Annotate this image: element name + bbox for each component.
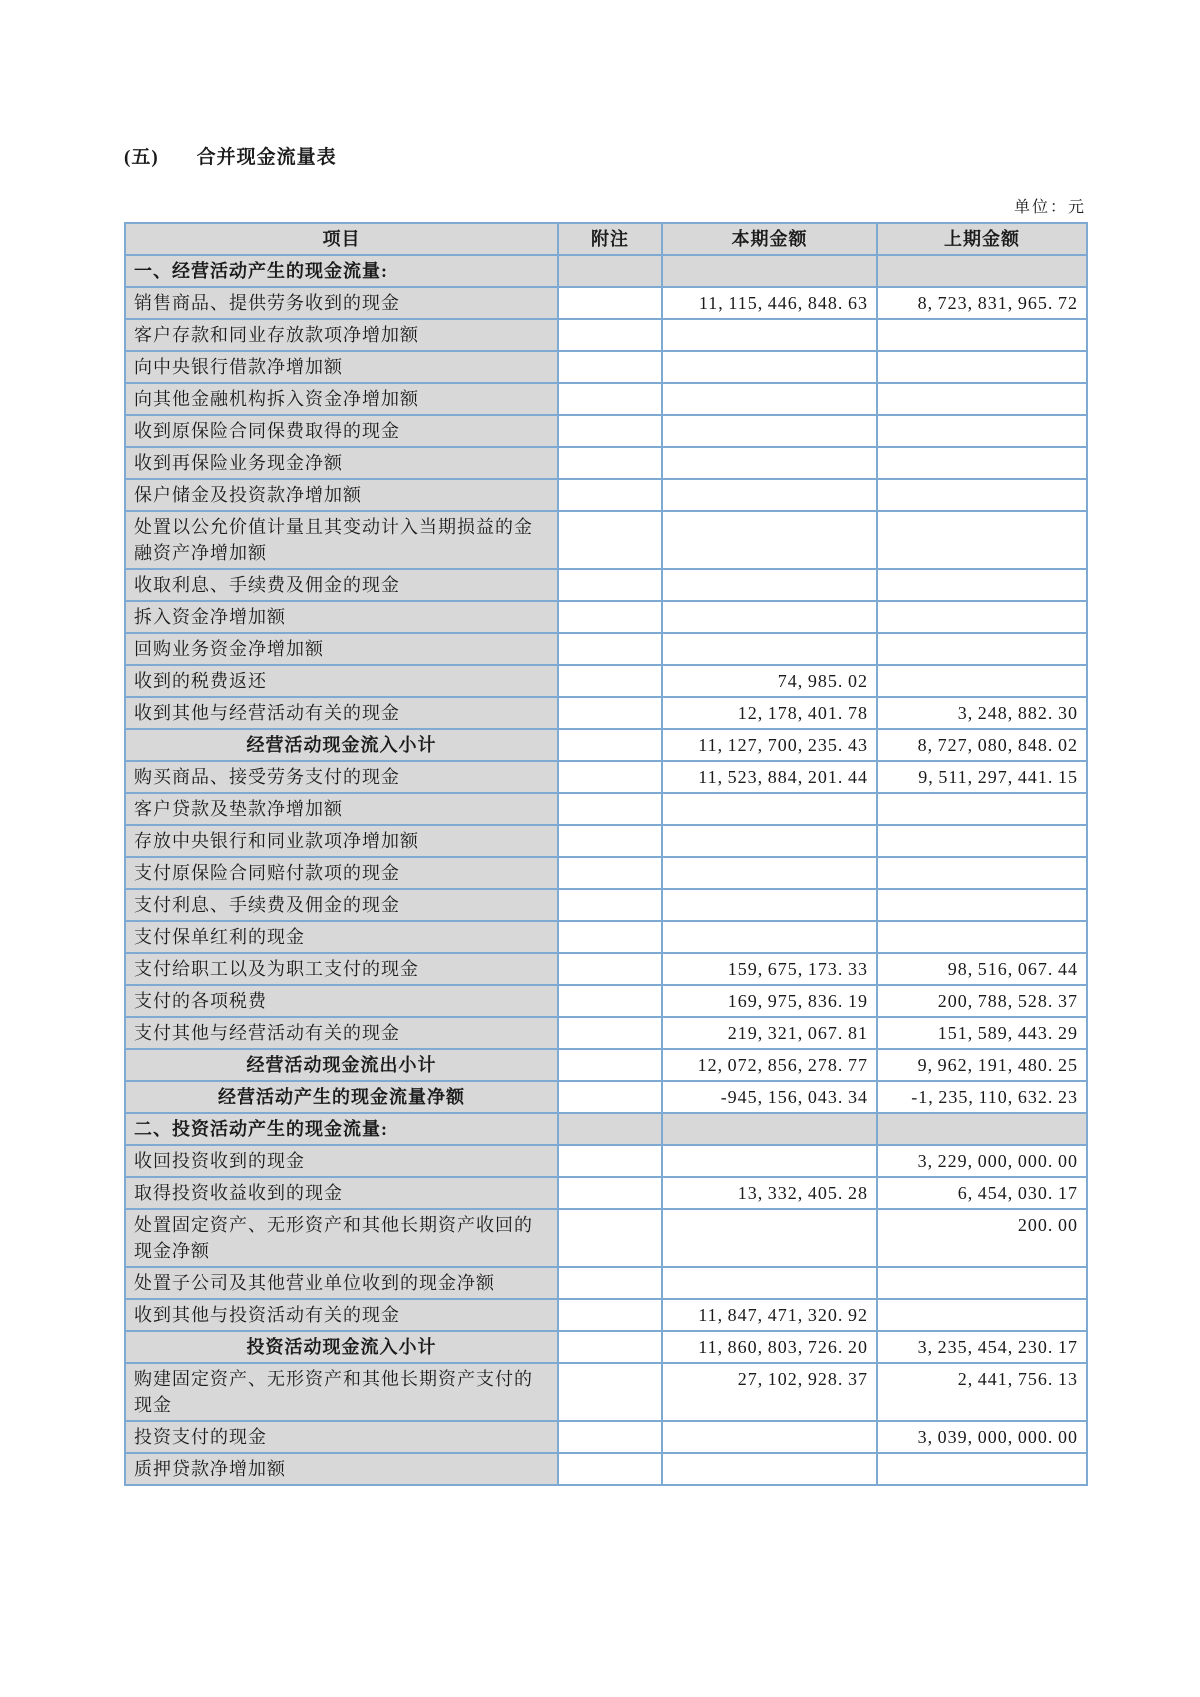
note-cell	[558, 1145, 662, 1177]
prior-amount-cell	[877, 415, 1087, 447]
current-amount-cell: 13, 332, 405. 28	[662, 1177, 877, 1209]
current-amount-cell	[662, 479, 877, 511]
note-cell	[558, 1421, 662, 1453]
table-row	[125, 1177, 1087, 1209]
prior-amount-cell: 8, 723, 831, 965. 72	[877, 287, 1087, 319]
current-amount-cell	[662, 351, 877, 383]
item-label-cell: 收到原保险合同保费取得的现金	[125, 415, 558, 447]
note-cell	[558, 255, 662, 287]
prior-amount-cell: 98, 516, 067. 44	[877, 953, 1087, 985]
column-header-prior: 上期金额	[877, 223, 1087, 255]
item-label-cell: 收到的税费返还	[125, 665, 558, 697]
section-number: (五)	[124, 147, 159, 168]
column-header-item: 项目	[125, 223, 558, 255]
table-row	[125, 761, 1087, 793]
table-row	[125, 921, 1087, 953]
current-amount-cell: 11, 115, 446, 848. 63	[662, 287, 877, 319]
table-row	[125, 1331, 1087, 1363]
current-amount-cell: 169, 975, 836. 19	[662, 985, 877, 1017]
current-amount-cell: 12, 072, 856, 278. 77	[662, 1049, 877, 1081]
current-amount-cell: 11, 847, 471, 320. 92	[662, 1299, 877, 1331]
item-label-cell: 购买商品、接受劳务支付的现金	[125, 761, 558, 793]
prior-amount-cell	[877, 383, 1087, 415]
note-cell	[558, 1363, 662, 1421]
prior-amount-cell	[877, 511, 1087, 569]
note-cell	[558, 569, 662, 601]
note-cell	[558, 665, 662, 697]
note-cell	[558, 633, 662, 665]
note-cell	[558, 729, 662, 761]
item-label-cell: 收到其他与投资活动有关的现金	[125, 1299, 558, 1331]
note-cell	[558, 1209, 662, 1267]
table-row	[125, 1363, 1087, 1421]
item-label-cell: 支付利息、手续费及佣金的现金	[125, 889, 558, 921]
table-row	[125, 1267, 1087, 1299]
prior-amount-cell: 9, 962, 191, 480. 25	[877, 1049, 1087, 1081]
current-amount-cell	[662, 601, 877, 633]
item-label-cell: 购建固定资产、无形资产和其他长期资产支付的现金	[125, 1363, 558, 1421]
item-label-cell: 处置固定资产、无形资产和其他长期资产收回的现金净额	[125, 1209, 558, 1267]
prior-amount-cell	[877, 1267, 1087, 1299]
item-label-cell: 收回投资收到的现金	[125, 1145, 558, 1177]
table-row	[125, 447, 1087, 479]
prior-amount-cell: 3, 235, 454, 230. 17	[877, 1331, 1087, 1363]
table-row	[125, 729, 1087, 761]
current-amount-cell	[662, 889, 877, 921]
note-cell	[558, 1453, 662, 1485]
current-amount-cell: 74, 985. 02	[662, 665, 877, 697]
prior-amount-cell: 3, 229, 000, 000. 00	[877, 1145, 1087, 1177]
prior-amount-cell	[877, 1113, 1087, 1145]
item-label-cell: 回购业务资金净增加额	[125, 633, 558, 665]
prior-amount-cell: 3, 039, 000, 000. 00	[877, 1421, 1087, 1453]
current-amount-cell	[662, 1209, 877, 1267]
table-row	[125, 1209, 1087, 1267]
note-cell	[558, 1113, 662, 1145]
item-label-cell: 取得投资收益收到的现金	[125, 1177, 558, 1209]
item-label-cell: 存放中央银行和同业款项净增加额	[125, 825, 558, 857]
item-label-cell: 支付的各项税费	[125, 985, 558, 1017]
table-row	[125, 511, 1087, 569]
table-row	[125, 287, 1087, 319]
prior-amount-cell	[877, 793, 1087, 825]
prior-amount-cell: -1, 235, 110, 632. 23	[877, 1081, 1087, 1113]
table-row	[125, 857, 1087, 889]
table-row	[125, 1453, 1087, 1485]
item-label-cell: 客户贷款及垫款净增加额	[125, 793, 558, 825]
table-row	[125, 1081, 1087, 1113]
current-amount-cell	[662, 1145, 877, 1177]
item-label-cell: 支付其他与经营活动有关的现金	[125, 1017, 558, 1049]
note-cell	[558, 889, 662, 921]
prior-amount-cell	[877, 921, 1087, 953]
prior-amount-cell	[877, 479, 1087, 511]
current-amount-cell	[662, 1113, 877, 1145]
item-label-cell: 经营活动现金流入小计	[125, 729, 558, 761]
current-amount-cell	[662, 319, 877, 351]
table-row	[125, 1421, 1087, 1453]
table-row	[125, 985, 1087, 1017]
table-row	[125, 1113, 1087, 1145]
item-label-cell: 投资活动现金流入小计	[125, 1331, 558, 1363]
prior-amount-cell: 6, 454, 030. 17	[877, 1177, 1087, 1209]
item-label-cell: 客户存款和同业存放款项净增加额	[125, 319, 558, 351]
prior-amount-cell: 200, 788, 528. 37	[877, 985, 1087, 1017]
current-amount-cell: 219, 321, 067. 81	[662, 1017, 877, 1049]
current-amount-cell	[662, 447, 877, 479]
item-label-cell: 拆入资金净增加额	[125, 601, 558, 633]
current-amount-cell: 12, 178, 401. 78	[662, 697, 877, 729]
current-amount-cell	[662, 511, 877, 569]
prior-amount-cell	[877, 569, 1087, 601]
item-label-cell: 收取利息、手续费及佣金的现金	[125, 569, 558, 601]
note-cell	[558, 1177, 662, 1209]
table-row	[125, 793, 1087, 825]
note-cell	[558, 1267, 662, 1299]
note-cell	[558, 793, 662, 825]
current-amount-cell	[662, 255, 877, 287]
table-row	[125, 351, 1087, 383]
note-cell	[558, 857, 662, 889]
note-cell	[558, 447, 662, 479]
section-heading	[124, 142, 337, 169]
note-cell	[558, 697, 662, 729]
item-label-cell: 保户储金及投资款净增加额	[125, 479, 558, 511]
table-row	[125, 255, 1087, 287]
note-cell	[558, 825, 662, 857]
item-label-cell: 一、经营活动产生的现金流量:	[125, 255, 558, 287]
note-cell	[558, 1081, 662, 1113]
table-row	[125, 1145, 1087, 1177]
table-row	[125, 697, 1087, 729]
table-row	[125, 479, 1087, 511]
cash-flow-table	[124, 222, 1088, 1486]
current-amount-cell	[662, 633, 877, 665]
current-amount-cell	[662, 1453, 877, 1485]
note-cell	[558, 953, 662, 985]
item-label-cell: 支付保单红利的现金	[125, 921, 558, 953]
unit-label: 单位：元	[1013, 199, 1086, 216]
item-label-cell: 支付给职工以及为职工支付的现金	[125, 953, 558, 985]
note-cell	[558, 601, 662, 633]
note-cell	[558, 511, 662, 569]
note-cell	[558, 761, 662, 793]
item-label-cell: 支付原保险合同赔付款项的现金	[125, 857, 558, 889]
note-cell	[558, 287, 662, 319]
item-label-cell: 经营活动现金流出小计	[125, 1049, 558, 1081]
item-label-cell: 经营活动产生的现金流量净额	[125, 1081, 558, 1113]
note-cell	[558, 479, 662, 511]
note-cell	[558, 1331, 662, 1363]
current-amount-cell	[662, 569, 877, 601]
prior-amount-cell: 200. 00	[877, 1209, 1087, 1267]
item-label-cell: 二、投资活动产生的现金流量:	[125, 1113, 558, 1145]
table-row	[125, 569, 1087, 601]
current-amount-cell: 27, 102, 928. 37	[662, 1363, 877, 1421]
table-row	[125, 665, 1087, 697]
prior-amount-cell	[877, 447, 1087, 479]
prior-amount-cell: 2, 441, 756. 13	[877, 1363, 1087, 1421]
table-row	[125, 1299, 1087, 1331]
prior-amount-cell	[877, 1453, 1087, 1485]
table-row	[125, 825, 1087, 857]
table-row	[125, 953, 1087, 985]
item-label-cell: 处置以公允价值计量且其变动计入当期损益的金融资产净增加额	[125, 511, 558, 569]
prior-amount-cell	[877, 351, 1087, 383]
prior-amount-cell	[877, 857, 1087, 889]
cash-flow-table-body	[125, 255, 1087, 1485]
table-row	[125, 1049, 1087, 1081]
prior-amount-cell	[877, 825, 1087, 857]
item-label-cell: 向其他金融机构拆入资金净增加额	[125, 383, 558, 415]
current-amount-cell	[662, 921, 877, 953]
note-cell	[558, 1017, 662, 1049]
prior-amount-cell	[877, 633, 1087, 665]
prior-amount-cell	[877, 665, 1087, 697]
column-header-current: 本期金额	[662, 223, 877, 255]
prior-amount-cell	[877, 1299, 1087, 1331]
note-cell	[558, 415, 662, 447]
item-label-cell: 投资支付的现金	[125, 1421, 558, 1453]
table-header-row	[125, 223, 1087, 255]
current-amount-cell: 11, 860, 803, 726. 20	[662, 1331, 877, 1363]
page-title: 合并现金流量表	[196, 147, 337, 168]
prior-amount-cell	[877, 601, 1087, 633]
table-row	[125, 383, 1087, 415]
current-amount-cell	[662, 383, 877, 415]
table-row	[125, 319, 1087, 351]
table-row	[125, 415, 1087, 447]
item-label-cell: 处置子公司及其他营业单位收到的现金净额	[125, 1267, 558, 1299]
current-amount-cell	[662, 793, 877, 825]
note-cell	[558, 383, 662, 415]
prior-amount-cell: 151, 589, 443. 29	[877, 1017, 1087, 1049]
column-header-note: 附注	[558, 223, 662, 255]
item-label-cell: 收到其他与经营活动有关的现金	[125, 697, 558, 729]
current-amount-cell: -945, 156, 043. 34	[662, 1081, 877, 1113]
table-row	[125, 633, 1087, 665]
table-row	[125, 601, 1087, 633]
prior-amount-cell: 9, 511, 297, 441. 15	[877, 761, 1087, 793]
table-row	[125, 1017, 1087, 1049]
item-label-cell: 销售商品、提供劳务收到的现金	[125, 287, 558, 319]
item-label-cell: 向中央银行借款净增加额	[125, 351, 558, 383]
table-row	[125, 889, 1087, 921]
prior-amount-cell: 8, 727, 080, 848. 02	[877, 729, 1087, 761]
prior-amount-cell	[877, 255, 1087, 287]
prior-amount-cell: 3, 248, 882. 30	[877, 697, 1087, 729]
note-cell	[558, 921, 662, 953]
current-amount-cell	[662, 415, 877, 447]
note-cell	[558, 351, 662, 383]
current-amount-cell: 11, 523, 884, 201. 44	[662, 761, 877, 793]
note-cell	[558, 319, 662, 351]
current-amount-cell	[662, 825, 877, 857]
current-amount-cell	[662, 1421, 877, 1453]
current-amount-cell	[662, 1267, 877, 1299]
item-label-cell: 收到再保险业务现金净额	[125, 447, 558, 479]
note-cell	[558, 1049, 662, 1081]
note-cell	[558, 985, 662, 1017]
prior-amount-cell	[877, 889, 1087, 921]
prior-amount-cell	[877, 319, 1087, 351]
current-amount-cell: 11, 127, 700, 235. 43	[662, 729, 877, 761]
current-amount-cell: 159, 675, 173. 33	[662, 953, 877, 985]
current-amount-cell	[662, 857, 877, 889]
item-label-cell: 质押贷款净增加额	[125, 1453, 558, 1485]
note-cell	[558, 1299, 662, 1331]
